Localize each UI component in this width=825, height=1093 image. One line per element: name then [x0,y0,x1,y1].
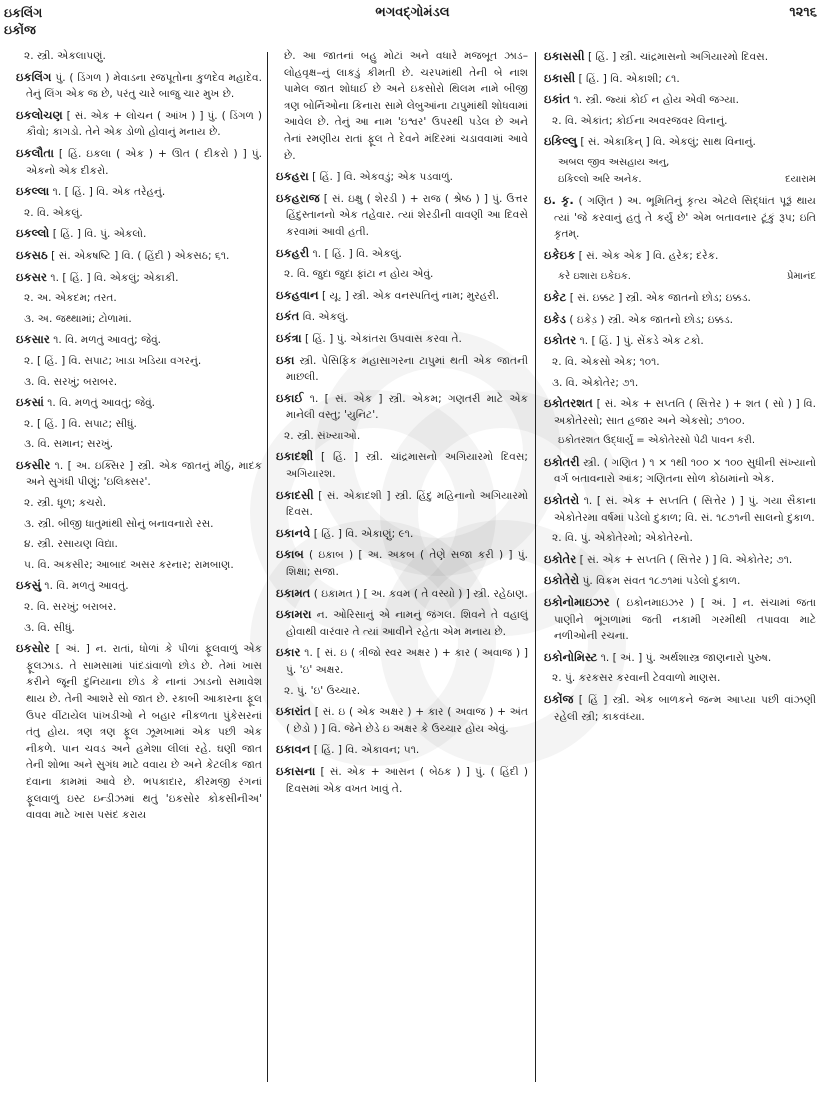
entry-sense [276,48,528,164]
entry-sense [544,670,816,687]
headword: ઇકાર [276,645,301,660]
dictionary-entry [16,183,262,201]
dictionary-entry [544,48,816,66]
headword: ઇકાબ [276,547,304,562]
dictionary-entry [276,585,528,603]
headword: ઇકાનવે [276,525,311,540]
definition-text: [ હિં. ] સ્ત્રી. ચાંદ્રમાસનો અગિયારમો દિવસ; અગિયારશ. [286,451,528,481]
entry-sense [16,205,262,222]
definition-text: ૧. [ હિં. ] વિ. એક તરેહનું. [49,186,166,199]
headword: ઇકામરા [276,607,312,622]
definition-text: [ યૂ. ] સ્ત્રી. એક વનસ્પતિનું નામ; મુરહરી. [318,289,500,302]
definition-text: [ સં. ઇક્કટ ] સ્ત્રી. એક જાતનો છોડ; ઇક્કડ. [566,292,751,305]
definition-text: ૩. અ. જથ્થામાં; ટોળામાં. [24,312,132,325]
dictionary-entry [276,763,528,797]
headword: ઇકલૌતા [16,145,54,160]
quotation-line: અબલ જીવ અસહાય અનુ, [558,156,670,168]
dictionary-entry [276,168,528,186]
dictionary-entry [544,572,816,590]
dictionary-entry [276,525,528,543]
entry-sense [16,48,262,65]
definition-text: ૧. વિ. મળતું આવતું. [41,580,129,593]
quotation-line: કરે ઇશારા ઇકેઇક. [558,270,631,282]
definition-text: ૨. [ હિં. ] વિ. સપાટ; ખાડા ખડિયા વગરનું. [24,354,202,367]
headword: ઇકાસસી [544,49,585,63]
definition-text: ૧. [ હિં. ] વિ. એકલું. [309,247,402,260]
quotation-author: પ્રેમાનંદ [786,270,816,282]
headword: ઇકોતેરો [544,573,580,588]
quotation-line: ઇકોતરશત ઉદ્ધાર્યું = એકોતેરસો પેઢી પાવન કરી. [558,435,756,447]
definition-text: ૧. [ હિં. ] પું. સેંકડે એક ટકો. [576,335,704,348]
definition-text: [ સં. ઇ ( એક અક્ષર ) + કાર ( અવાજ ) + અંત ( છેડો ) ] વિ. જેને છેડે ઇ અક્ષર કે ઉચ્ચાર હોય એવું. [286,706,528,735]
page-number: ૧૨૧૬ [789,5,817,20]
definition-text: [ હિં. ] પું. એકાંતરા ઉપવાસ કરવા તે. [301,332,462,345]
definition-text: ૩. વિ. સમાન; સરખું. [24,438,114,451]
quotation [558,433,816,450]
dictionary-entry [276,741,528,759]
definition-text: [ હિં. ] સ્ત્રી. ચાંદ્રમાસનો અગિયારમો દિવસ. [584,51,769,63]
dictionary-entry [16,331,262,349]
dictionary-entry [276,703,528,737]
definition-text: [ સં. એક + આસન ( બેઠક ) ] પું. ( હિંદી ) દિવસમાં એક વખત ખાવું તે. [286,765,528,795]
headword: ઇકલિંગ [16,69,52,84]
page-header [0,0,825,44]
quotation [558,155,816,188]
headword: ઇકસાર [16,332,50,347]
definition-text: ૨. વિ. એકાંત; કોઈના અવરજવર વિનાનું. [552,114,728,127]
definition-text: ૧. [ હિં. ] વિ. એકલું; એકાકી. [47,271,179,284]
dictionary-entry [544,289,816,307]
headword: ઇકહરાજ [276,190,320,205]
dictionary-entry [544,332,816,350]
entry-sense [16,290,262,307]
entry-sense [16,374,262,391]
entry-sense [276,683,528,700]
definition-text: ૩. વિ. સીધું. [24,621,75,634]
dictionary-entry [544,91,816,109]
headword: ઇકસઠ [16,247,48,262]
definition-text: વિ. એકલું. [299,311,349,324]
dictionary-entry [276,390,528,424]
entry-sense [16,536,262,553]
definition-text: [ હિં. ઇકલા ( એક ) + ઊત ( દીકરો ) ] પું. એકનો એક દીકરો. [26,147,262,177]
entry-sense [544,113,816,130]
definition-text: પું. ( ડિંગળ ) મેવાડના રજપૂતોના કુળદેવ મહાદેવ. તેનું લિંગ એક જ છે, પરંતુ ચારે બાજુ ચાર મુખ છે. [26,71,262,101]
entry-sense [544,530,816,547]
dictionary-entry [544,311,816,329]
entry-sense [16,495,262,512]
definition-text: [ સં. એક એક ] વિ. હરેક; દરેક. [575,249,719,262]
dictionary-entry [544,492,816,526]
headword: ઇકાવન [276,742,311,757]
dictionary-entry [16,107,262,141]
definition-text: ( ગણિત ) અ. ભૂમિતિનું કૃત્ય એટલે સિદ્ધાંત પૂરૂં થાય ત્યાં 'જે કરવાનું હતું તે કર્યું છે' એમ બતાવનાર ટૂંકું રૂપ; ઇતિ કૃતમ્. [554,195,816,241]
dictionary-entry [544,133,816,151]
definition-text: ૨. સ્ત્રી. ધૂળ; કચરો. [24,497,107,510]
quotation [558,269,816,286]
definition-text: ( ઇક઼ામત ) [ અ. કવમ ( તે વસ્યો ) ] સ્ત્રી. રહેઠાણ. [310,587,528,600]
definition-text: છે. આ જાતનાં બહુ મોટાં અને વધારે મજબૂત ઝાડ–લોહવૃક્ષ–નું લાકડું કીમતી છે. ચરપમાંથી તેની બે નાશ પામેલ જાત શોધાઈ છે અને ઇકસોરો થિલમ નામે બીજી ત્રણ બોર્નિઓના કિનારા સામે લેબુઆંના ટાપુમાંથી શોધવામાં આવેલ છે. તેનું આ નામ 'ઇશ્વર' ઉપરથી પડેલ છે અને તેનાં રમણીય રાતાં ફૂલ તે દેવને મંદિરમાં ચડાવવામાં આવે છે. [284,50,528,162]
headword: ઇકસાં [16,395,44,410]
headword: ઇકહરા [276,169,309,184]
headword: ઇકાંત [544,92,571,107]
definition-text: ૨. વિ. એકલું. [24,206,83,219]
definition-text: [ હિં ] સ્ત્રી. એક બાળકને જન્મ આપ્યા પછી વાંઝણી રહેલી સ્ત્રી; કાકવંધ્યા. [554,694,816,723]
entry-sense [16,436,262,453]
definition-text: ૨. સ્ત્રી. એકલાપણું. [24,50,106,62]
headword: ઇકિલ્લુ [544,134,578,149]
definition-text: ૧. વિ. મળતું આવતું; જેવું. [49,334,162,347]
dictionary-entry [276,352,528,386]
headword: ઇકોનોમાઇઝર [544,595,610,610]
definition-text: ન. ઓરિસાનું એ નામનું જંગલ. શિવને તે વહાલું હોવાથી વારંવાર તે ત્યાં આવીને રહેતા એમ મનાય છે. [286,609,528,638]
definition-text: [ સં. એક + સપ્તતિ ( સિત્તેર ) ] વિ. એકોતેર; ૭૧. [576,553,793,566]
headword: ઇકસર [16,269,48,284]
headword: ઇકોતર [544,333,577,348]
entry-sense [16,516,262,533]
headword: ઇકલોચણ [16,107,63,122]
dictionary-entry [276,330,528,348]
entry-sense [16,416,262,433]
dictionary-columns [0,48,825,1093]
dictionary-entry [16,145,262,179]
definition-text: [ હિં. ] વિ. એકાવન; ૫૧. [310,744,420,757]
headword: ઇ. કૃ. [544,193,574,208]
headword: ઇકોંજ [544,692,574,706]
headword: ઇકસોર [16,641,50,656]
headword: ઇકાસી [544,70,576,85]
dictionary-entry [276,644,528,678]
definition-text: પું. વિક્રમ સંવત ૧૮૭૧માં પડેલો દુકાળ. [579,575,741,588]
entry-sense [276,266,528,283]
headword: ઇકેડ [544,311,567,326]
entry-sense [16,353,262,370]
definition-text: [ હિં. ] વિ. એકાણું; ૯૧. [310,527,414,540]
dictionary-entry [544,594,816,645]
entry-sense [16,620,262,637]
definition-text: ૨. વિ. સરખું; બરાબર. [24,601,117,614]
dictionary-entry [544,649,816,667]
definition-text: [ સં. એકષષ્ટિ ] વિ. ( હિંદી ) એકસઠ; ૬૧. [47,249,230,262]
dictionary-entry [276,448,528,482]
definition-text: ૨. વિ. જુદા જુદા ફાંટા ન હોય એવું. [284,268,434,281]
entry-sense [16,599,262,616]
definition-text: [ હિં. ] વિ. એકાશી; ૮૧. [575,72,680,85]
definition-text: ૨. અ. એકદમ; તરત. [24,292,117,305]
definition-text: ૧. [ અ. ઇક્સિર ] સ્ત્રી. એક જાતનું મીઠું, માદક અને સુગંધી પીણું; 'ઇલિક્સર'. [26,459,262,489]
headword: ઇકહવાન [276,287,319,302]
dictionary-entry [544,192,816,243]
entry-sense [276,428,528,445]
guide-word-first: ઇકલિંગ [4,5,43,20]
headword: ઇકહરી [276,245,310,260]
column-2 [276,48,528,1093]
dictionary-entry [544,70,816,88]
headword: ઇકલ્લો [16,226,50,241]
definition-text: ૧. [ અં. ] પું. અર્થશાસ્ત્ર જાણનારો પુરુષ. [597,651,772,664]
dictionary-entry [16,577,262,595]
definition-text: ૧. સ્ત્રી. જ્યાં કોઈ ન હોય એવી જગ્યા. [570,94,739,107]
headword: ઇકેટ [544,290,567,305]
definition-text: ૩. વિ. એકોતેર; ૭૧. [552,376,639,389]
headword: ઇકામત [276,585,311,600]
definition-text: ૨. પું. 'ઇ' ઉચ્ચાર. [284,684,361,697]
column-1 [16,48,262,1093]
definition-text: ૨. વિ. પું. એકોતેરમો; એકોતેરનો. [552,532,693,545]
definition-text: [ હિં. ] વિ. એકવડું; એક પડવાળું. [308,171,454,184]
headword: ઇકસીર [16,457,51,472]
dictionary-entry [276,487,528,521]
definition-text: [ હિં. ] વિ. પું. એકલો. [49,228,147,241]
entry-sense [16,311,262,328]
dictionary-entry [544,395,816,429]
dictionary-entry [544,551,816,569]
definition-text: સ્ત્રી. ( ગણિત ) ૧ × ૧થી ૧૦૦ × ૧૦૦ સુધીની સંખ્યાનો વર્ગ બતાવનારો આંક; ગણિતના સોળ કોઠામાંનો એક. [554,456,816,486]
headword: ઇકાદસી [276,487,314,502]
headword: ઇકાઈ [276,390,304,405]
definition-text: ૪. સ્ત્રી. રસાયણ વિદ્યા. [24,538,118,551]
dictionary-entry [276,308,528,326]
definition-text: ૧. વિ. મળતું આવતું; જેવું. [43,397,156,410]
headword: ઇકોતરો [544,493,580,508]
headword: ઇકંત્રા [276,330,302,345]
definition-text: ૨. સ્ત્રી. સંખ્યાઓ. [284,429,361,442]
guide-word-last: ઇકોંજ [4,22,36,37]
definition-text: ( ઇકેડ઼ ) સ્ત્રી. એક જાતનો છોડ; ઇક્કડ. [566,313,734,326]
headword: ઇકાદશી [276,449,314,464]
definition-text: [ સં. એક + લોચન ( આંખ ) ] પું. ( ડિંગળ ) કૌવો; કાગડો. તેને એક ડોળો હોવાનું મનાય છે. [26,109,262,139]
definition-text: ( ઇકોનમાઇઝર ) [ અં. ] ન. સંચામાં જતા પાણીને ભૂંગળામાં જતી નકામી ગરમીથી તપાવવા માટે નળીઓની રચના. [554,597,816,643]
quotation-line: ઇકિલ્લો અરિ અનેક. [558,173,642,185]
dictionary-entry [16,247,262,265]
dictionary-entry [544,454,816,488]
entry-sense [544,354,816,371]
definition-text: ૨. વિ. એકસો એક; ૧૦૧. [552,355,660,368]
dictionary-entry [544,691,816,725]
headword: ઇકસું [16,578,42,593]
quotation-author: દયારામ [785,173,816,185]
headword: ઇકોતરી [544,454,580,469]
definition-text: ૨. [ હિં. ] વિ. સપાટ; સીધું. [24,417,137,430]
headword: ઇકોતેર [544,551,577,566]
dictionary-entry [276,287,528,305]
running-title: ભગવદ્ગોમંડલ [375,5,450,20]
definition-text: સ્ત્રી. પેસિફિક મહાસાગરના ટાપુમાં થતી એક જાતની માછલી. [286,354,528,384]
headword: ઇકા [276,352,295,367]
definition-text: ૧. [ સં. એક + સપ્તતિ ( સિત્તેર ) ] પું. ગયા સૈકાના એકોતેરમા વર્ષમાં પડેલો દુકાળ; વિ. સં. ૧૮૭૧ની સાલનો દુકાળ. [554,495,816,524]
headword: ઇકોનોમિસ્ટ [544,649,598,664]
dictionary-entry [16,457,262,491]
definition-text: [ અં. ] ન. રાતાં, ધોળાં કે પીળાં ફૂલવાળું એક ફૂલઝાડ. તે સામસામાં પાંદડાંવાળો છોડ છે. તેમાં ખાસ કરીને જૂની દુનિયાના છોડ કે નાનાં ઝાડનો સમાવેશ થાય છે. તેની આશરે સો જાત છે. રકાબી આકારના ફૂલ ઉપર વીંટાયેલ પાંખડીઓ ને બહાર નીકળતા પુંકેસરનાં તંતુ હોય. ત્રણ ત્રણ ફૂલ ઝૂમખામાં એક પછી એક નીકળે. પાન ચવડ અને હમેશા લીલાં રહે. ઘણી જાત તેની શોભા અને સુગંધ માટે વવાય છે અને કેટલીક જાત દવાના કામમાં આવે છે. ભપકાદાર, કીરમજી રંગનાં ફૂલવાળું ઇસ્ટ ઇન્ડીઝમાં થતું 'ઇકસોર કોકસીનીઅ' વાવવા માટે ખાસ પસંદ કરાય [26,643,262,822]
headword: ઇકારાંત [276,704,312,719]
definition-text: ૧. [ સં. એક ] સ્ત્રી. એકમ; ગણતરી માટે એક માનેલી વસ્તુ; 'યુનિટ'. [286,392,528,422]
definition-text: [ સં. એકાદશી ] સ્ત્રી. હિંદુ મહિનાનો અગિયારમો દિવસ. [286,489,528,519]
dictionary-entry [544,247,816,265]
headword: ઇકલ્લા [16,184,50,199]
definition-text: [ સં. એક + સપ્તતિ ( સિત્તેર ) + શત ( સો ) ] વિ. અકોતેરસો; સાત હજાર અને એકસો; ૭૧૦૦. [554,398,816,427]
entry-sense [544,375,816,392]
definition-text: ૧. [ સં. ઇ ( ત્રીજો સ્વર અક્ષર ) + કાર ( અવાજ ) ] પું. 'ઇ' અક્ષર. [286,647,528,676]
headword: ઇકંત [276,309,300,324]
dictionary-entry [276,546,528,580]
definition-text: ૩. સ્ત્રી. બીજી ધાતુમાંથી સોનું બનાવનારો રસ. [24,517,214,530]
headword: ઇકાસના [276,763,316,778]
definition-text: ૩. વિ. સરખું; બરાબર. [24,375,118,388]
definition-text: ૨. પું. કરકસર કરવાની ટેવવાળો માણસ. [552,672,721,685]
dictionary-entry [16,394,262,412]
definition-text: [ સં. ઇક્ષુ ( શેરડી ) + રાજ ( શ્રેષ્ઠ ) ] પું. ઉત્તર હિંદુસ્તાનનો એક તહેવાર. ત્યાં શેરડીની વાવણી આ દિવસે કરવામાં આવી હતી. [286,192,528,238]
headword: ઇકેઇક [544,247,576,262]
definition-text: ૫. વિ. અકસીર; આબાદ અસર કરનાર; રામબાણ. [24,558,234,571]
headword: ઇકોતરશત [544,396,593,411]
dictionary-entry [16,640,262,824]
entry-sense [16,557,262,574]
dictionary-entry [276,606,528,640]
dictionary-entry [276,190,528,241]
dictionary-entry [16,69,262,103]
dictionary-entry [16,225,262,243]
dictionary-entry [276,245,528,263]
definition-text: ( ઇક઼ાબ ) [ અ. અકબ ( તેણે સજા કરી ) ] પું. શિક્ષા; સજા. [286,549,528,579]
column-3 [544,48,816,1093]
definition-text: [ સં. એકાકિન્ ] વિ. એકલું; સાથ વિનાનું. [577,136,756,149]
dictionary-entry [16,269,262,287]
